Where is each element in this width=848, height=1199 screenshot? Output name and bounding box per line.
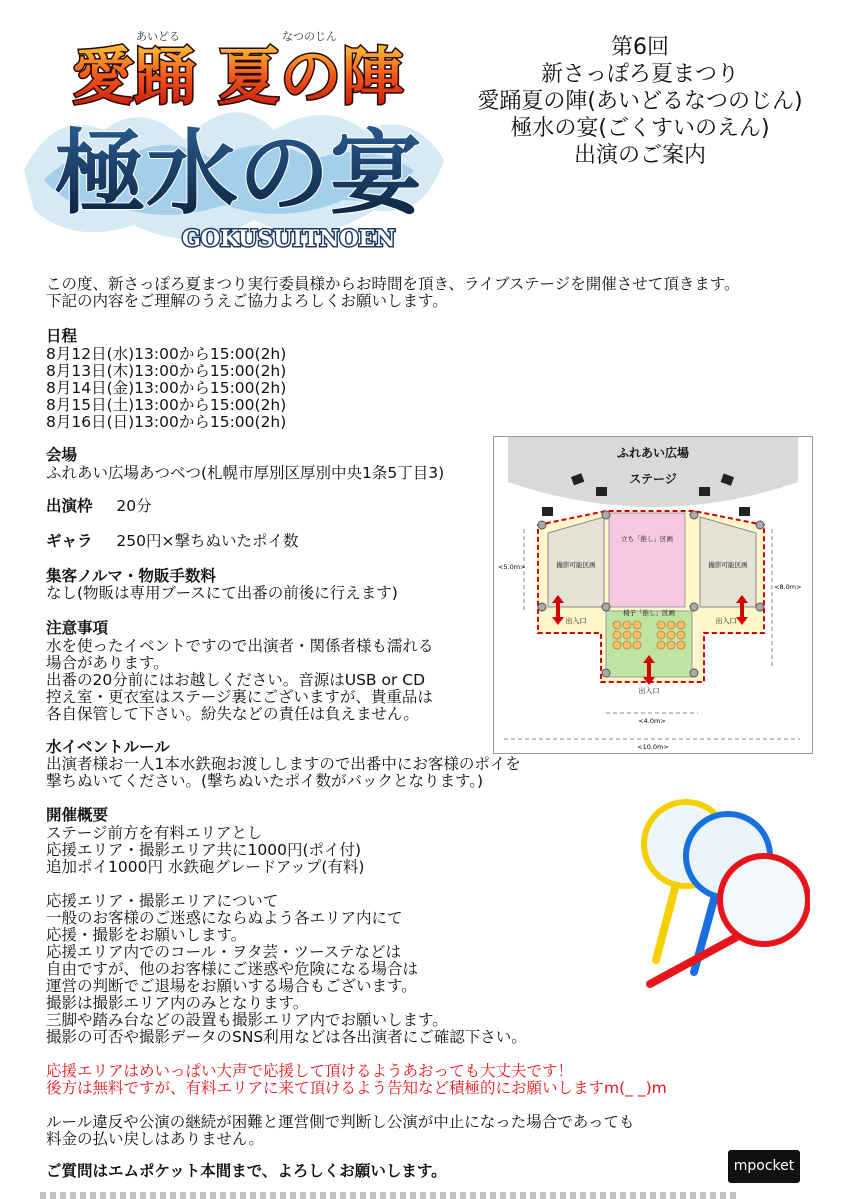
logo-line-2: 極水の宴 <box>54 119 423 227</box>
standing-area <box>609 513 685 607</box>
title-line: 極水の宴(ごくすいのえん) <box>510 116 770 141</box>
event-title <box>440 34 840 169</box>
dim-left: <5.0m> <box>498 563 526 571</box>
speaker-icon <box>542 507 553 516</box>
area-line: 自由ですが、他のお客様にご迷惑や危険になる場合は <box>46 960 419 978</box>
intro-line: この度、新さっぽろ夏まつり実行委員様からお時間を頂き、ライブステージを開催させて頂きます。 <box>46 275 740 293</box>
notes-line: 出番の20分前にはお越しください。音源はUSB or CD <box>46 671 426 689</box>
cut-off-text-row <box>40 1192 740 1199</box>
area-line: 応援エリア内でのコール・ヲタ芸・ツーステなどは <box>46 943 401 961</box>
red-note-line: 後方は無料ですが、有料エリアに来て頂けるよう告知など積極的にお願いしますm(_ _)m <box>46 1079 667 1097</box>
photo-left-label: 撮影可能区画 <box>556 561 596 569</box>
event-logo <box>14 20 454 260</box>
venue-heading: 会場 <box>46 446 78 464</box>
schedule-item: 8月15日(土)13:00から15:00(2h) <box>46 396 287 414</box>
title-line: 出演のご案内 <box>573 143 706 168</box>
speaker-icon <box>699 487 710 496</box>
contact-line: ご質問はエムポケット本間まで、よろしくお願いします。 <box>46 1162 447 1180</box>
red-note-line: 応援エリアはめいっぱい大声で応援して頂けるようあおっても大丈夫です！ <box>46 1062 574 1080</box>
quota-text: なし(物販は専用ブースにて出番の前後に行えます) <box>46 584 398 602</box>
schedule-heading: 日程 <box>46 327 78 345</box>
venue-map <box>493 436 813 754</box>
intro-line: 下記の内容をご理解のうえご協力よろしくお願いします。 <box>46 292 448 310</box>
title-line: 新さっぽろ夏まつり <box>540 62 739 87</box>
standing-label: 立ち「推し」区画 <box>621 535 673 543</box>
exit-label: 出入口 <box>638 687 660 695</box>
title-line: 第6回 <box>611 35 669 60</box>
area-line: 応援・撮影をお願いします。 <box>46 926 247 944</box>
seated-label: 椅子「推し」区画 <box>623 609 675 617</box>
venue-map-drawing <box>494 437 812 753</box>
exit-label: 出入口 <box>565 617 587 625</box>
photo-right-label: 撮影可能区画 <box>708 561 748 569</box>
area-line: 三脚や踏み台などの設置も撮影エリア内でお願いします。 <box>46 1011 448 1029</box>
logo-ruby-2: なつのじん <box>282 30 337 43</box>
logo-ruby-1: あいどる <box>136 30 180 43</box>
refund-line: ルール違反や公演の継続が困難と運営側で判断し公演が中止になった場合であっても <box>46 1113 635 1131</box>
poi-nets-image <box>628 792 810 992</box>
exit-label: 出入口 <box>715 617 737 625</box>
schedule-item: 8月12日(水)13:00から15:00(2h) <box>46 345 287 363</box>
schedule-item: 8月13日(木)13:00から15:00(2h) <box>46 362 287 380</box>
water-rule-line: 出演者様お一人1本水鉄砲お渡ししますので出番中にお客様のポイを <box>46 755 521 773</box>
water-rule-heading: 水イベントルール <box>46 738 170 756</box>
title-line: 愛踊夏の陣(あいどるなつのじん) <box>477 89 803 114</box>
map-stage-label: ステージ <box>629 472 677 486</box>
notes-line: 控え室・更衣室はステージ裏にございますが、貴重品は <box>46 688 433 706</box>
overview-line: 追加ポイ1000円 水鉄砲グレードアップ(有料) <box>46 858 365 876</box>
notes-line: 水を使ったイベントですので出演者・関係者様も濡れる <box>46 637 434 655</box>
area-line: 応援エリア・撮影エリアについて <box>46 892 279 910</box>
slot-row <box>46 498 152 515</box>
fee-value: 250円×撃ちぬいたポイ数 <box>116 532 299 550</box>
schedule-item: 8月16日(日)13:00から15:00(2h) <box>46 413 287 431</box>
overview-line: ステージ前方を有料エリアとし <box>46 824 263 842</box>
water-rule-line: 撃ちぬいてください。(撃ちぬいたポイ数がバックとなります。) <box>46 772 484 790</box>
area-line: 撮影の可否や撮影データのSNS利用などは各出演者にご確認下さい。 <box>46 1028 527 1046</box>
map-venue-label: ふれあい広場 <box>616 446 690 460</box>
logo-romaji: GOKUSUITNOEN <box>182 226 396 252</box>
dim-bottom-outer: <10.0m> <box>637 743 669 751</box>
slot-label: 出演枠 <box>46 497 93 515</box>
schedule-item: 8月14日(金)13:00から15:00(2h) <box>46 379 287 397</box>
mpocket-logo: mpocket <box>728 1150 800 1183</box>
overview-heading: 開催概要 <box>46 806 109 824</box>
area-line: 一般のお客様のご迷惑にならぬよう各エリア内にて <box>46 909 403 927</box>
speaker-icon <box>596 487 607 496</box>
speaker-icon <box>739 507 750 516</box>
area-line: 運営の判断でご退場をお願いする場合もございます。 <box>46 977 417 995</box>
quota-heading: 集客ノルマ・物販手数料 <box>46 567 216 585</box>
refund-line: 料金の払い戻しはありません。 <box>46 1130 264 1148</box>
logo-line-1: 愛踊 夏の陣 <box>72 40 404 113</box>
slot-value: 20分 <box>116 497 152 515</box>
venue-text: ふれあい広場あつべつ(札幌市厚別区厚別中央1条5丁目3) <box>46 464 445 482</box>
dim-right: <8.0m> <box>774 583 802 591</box>
overview-line: 応援エリア・撮影エリア共に1000円(ポイ付) <box>46 841 362 859</box>
notes-heading: 注意事項 <box>46 619 109 637</box>
notes-line: 場合があります。 <box>46 654 169 672</box>
area-line: 撮影は撮影エリア内のみとなります。 <box>46 994 309 1012</box>
fee-row <box>46 533 298 550</box>
dim-bottom-inner: <4.0m> <box>638 717 666 725</box>
notes-line: 各自保管して下さい。紛失などの責任は負えません。 <box>46 705 419 723</box>
fee-label: ギャラ <box>46 532 93 550</box>
